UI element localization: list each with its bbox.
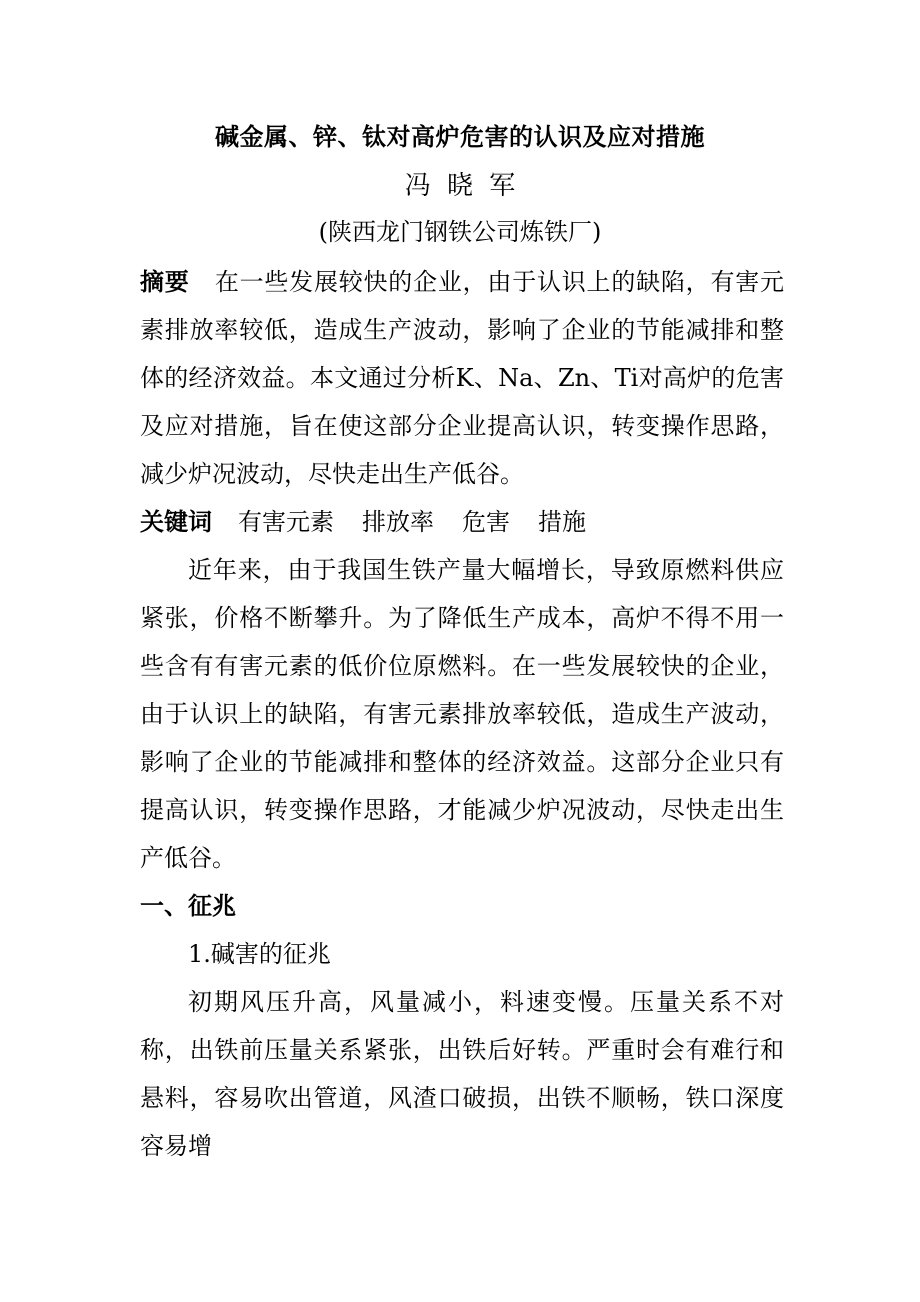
author-name: 冯 晓 军	[404, 171, 516, 201]
keywords-label: 关键词	[140, 508, 212, 536]
paper-title: 碱金属、锌、钛对高炉危害的认识及应对措施	[215, 123, 705, 151]
section-paragraph: 初期风压升高，风量减小，料速变慢。压量关系不对称，出铁前压量关系紧张，出铁后好转。严重时会有难行和悬料，容易吹出管道，风渣口破损，出铁不顺畅，铁口深度容易增	[140, 988, 784, 1160]
intro-paragraph: 近年来，由于我国生铁产量大幅增长，导致原燃料供应紧张，价格不断攀升。为了降低生产成本，高炉不得不用一些含有有害元素的低价位原燃料。在一些发展较快的企业，由于认识上的缺陷，有害元素排放率较低，造成生产波动，影响了企业的节能减排和整体的经济效益。这部分企业只有提高认识，转变操作思路，才能减少炉况波动，尽快走出生产低谷。	[140, 556, 784, 872]
abstract	[140, 258, 784, 498]
keyword-item: 危害	[462, 508, 510, 536]
keyword-item: 措施	[538, 508, 586, 536]
keywords	[140, 498, 784, 546]
keyword-item: 排放率	[362, 508, 434, 536]
abstract-label: 摘要	[140, 268, 190, 296]
subsection-heading: 1.碱害的征兆	[188, 940, 331, 968]
abstract-text: 在一些发展较快的企业，由于认识上的缺陷，有害元素排放率较低，造成生产波动，影响了企业的节能减排和整体的经济效益。本文通过分析K、Na、Zn、Ti对高炉的危害及应对措施，旨在使这部分企业提高认识，转变操作思路，减少炉况波动，尽快走出生产低谷。	[140, 268, 785, 488]
section-heading: 一、征兆	[140, 892, 236, 920]
keyword-item: 有害元素	[238, 508, 334, 536]
author-affiliation: (陕西龙门钢铁公司炼铁厂)	[318, 218, 602, 246]
document-body	[140, 258, 784, 1170]
